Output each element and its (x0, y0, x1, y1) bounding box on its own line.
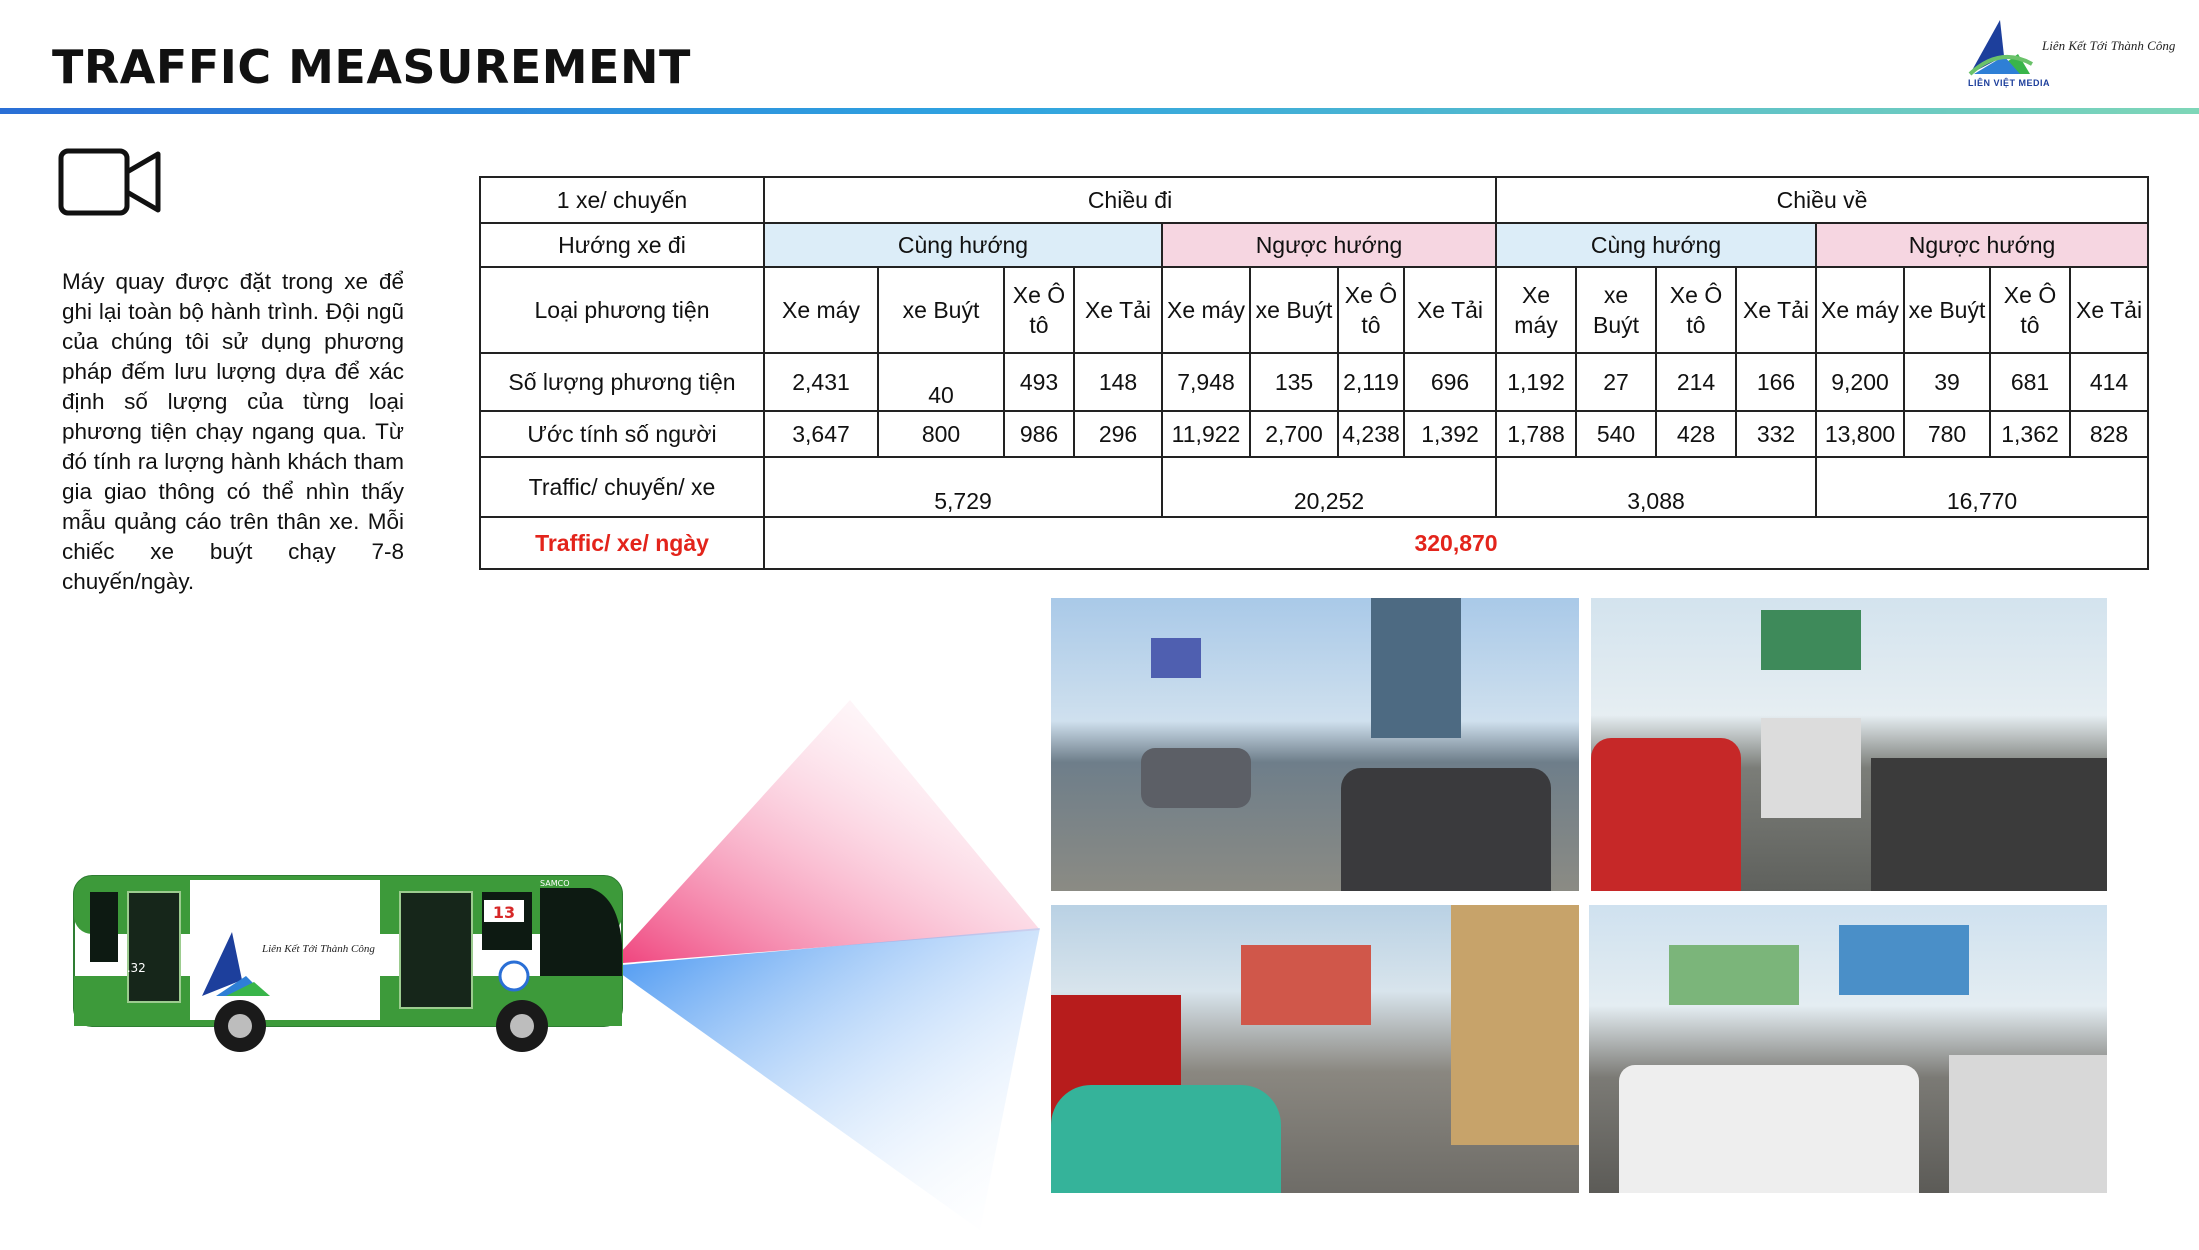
people-cell: 1,362 (1990, 411, 2070, 457)
pink-view-cone (610, 700, 1040, 964)
vehicle-type: xe Buýt (878, 267, 1004, 353)
people-cell: 780 (1904, 411, 1990, 457)
street-photo-1 (1051, 598, 1579, 891)
people-row-label: Ước tính số người (480, 411, 764, 457)
direction-return: Chiều về (1496, 177, 2148, 223)
people-cell: 4,238 (1338, 411, 1404, 457)
bus-ad-tagline: Liên Kết Tới Thành Công (262, 943, 375, 955)
count-cell: 2,119 (1338, 353, 1404, 411)
trip-row-label: Traffic/ chuyến/ xe (480, 457, 764, 517)
vehicle-type: xe Buýt (1904, 267, 1990, 353)
people-cell: 2,700 (1250, 411, 1338, 457)
vehicle-type: Xe Ô tô (1338, 267, 1404, 353)
people-cell: 1,788 (1496, 411, 1576, 457)
vehicle-type: Xe máy (764, 267, 878, 353)
count-cell: 7,948 (1162, 353, 1250, 411)
count-cell: 27 (1576, 353, 1656, 411)
bus-route-number: 13 (492, 903, 516, 922)
people-cell: 828 (2070, 411, 2148, 457)
vehicle-type: Xe Ô tô (1990, 267, 2070, 353)
count-cell: 681 (1990, 353, 2070, 411)
vehicle-row-label: Loại phương tiện (480, 267, 764, 353)
people-cell: 800 (878, 411, 1004, 457)
count-cell: 2,431 (764, 353, 878, 411)
street-photo-3 (1051, 905, 1579, 1193)
vehicle-type: Xe Ô tô (1004, 267, 1074, 353)
header-corner: 1 xe/ chuyến (480, 177, 764, 223)
brand-logo (1960, 16, 2190, 96)
bus-illustration (70, 866, 630, 1056)
people-cell: 11,922 (1162, 411, 1250, 457)
bus-operator: SAMCO (540, 879, 570, 888)
vehicle-type: Xe máy (1816, 267, 1904, 353)
trip-total-outbound-same: 5,729 (764, 457, 1162, 517)
count-cell: 166 (1736, 353, 1816, 411)
daily-traffic-row (480, 517, 2148, 569)
title-divider (0, 108, 2199, 114)
trip-total-outbound-opposite: 20,252 (1162, 457, 1496, 517)
people-cell: 332 (1736, 411, 1816, 457)
vehicle-type: Xe máy (1162, 267, 1250, 353)
count-cell: 135 (1250, 353, 1338, 411)
people-cell: 428 (1656, 411, 1736, 457)
street-photo-4 (1589, 905, 2107, 1193)
flow-outbound-opposite: Ngược hướng (1162, 223, 1496, 267)
people-cell: 3,647 (764, 411, 878, 457)
vehicle-type: Xe Tải (2070, 267, 2148, 353)
methodology-description: Máy quay được đặt trong xe để ghi lại toàn bộ hành trình. Đội ngũ của chúng tôi sử dụng phương pháp đếm lưu lượng dựa để xác định số lượng của từng loại phương tiện chạy ngang qua. Từ đó tính ra lượng hành khách tham gia giao thông có thể nhìn thấy mẫu quảng cáo trên thân xe. Mỗi chiếc xe buýt chạy 7-8 chuyến/ngày. (62, 268, 404, 594)
flow-outbound-same: Cùng hướng (764, 223, 1162, 267)
count-row-label: Số lượng phương tiện (480, 353, 764, 411)
count-cell: 148 (1074, 353, 1162, 411)
bus-plate: 51B-219.32 (76, 961, 146, 975)
trip-total-return-opposite: 16,770 (1816, 457, 2148, 517)
camera-view-cones (600, 690, 1060, 1250)
vehicle-type: Xe Tải (1404, 267, 1496, 353)
video-camera-icon (58, 148, 162, 216)
flow-return-opposite: Ngược hướng (1816, 223, 2148, 267)
flow-return-same: Cùng hướng (1496, 223, 1816, 267)
count-cell: 696 (1404, 353, 1496, 411)
direction-outbound: Chiều đi (764, 177, 1496, 223)
trip-total-return-same: 3,088 (1496, 457, 1816, 517)
people-cell: 296 (1074, 411, 1162, 457)
vehicle-header-row (480, 267, 2148, 353)
trip-traffic-row (480, 457, 2148, 517)
count-cell: 414 (2070, 353, 2148, 411)
vehicle-type: Xe Tải (1074, 267, 1162, 353)
logo-brand: LIÊN VIỆT MEDIA (1968, 78, 2051, 88)
flow-header-row (480, 223, 2148, 267)
lien-viet-logo-icon (1960, 16, 2040, 80)
vehicle-type: Xe Ô tô (1656, 267, 1736, 353)
street-photo-2 (1591, 598, 2107, 891)
logo-tagline: Liên Kết Tới Thành Công (2042, 38, 2176, 53)
page-title: TRAFFIC MEASUREMENT (52, 40, 691, 94)
count-cell: 9,200 (1816, 353, 1904, 411)
traffic-table (479, 176, 2149, 570)
count-cell: 39 (1904, 353, 1990, 411)
count-cell: 1,192 (1496, 353, 1576, 411)
direction-header-row (480, 177, 2148, 223)
vehicle-type: xe Buýt (1576, 267, 1656, 353)
people-cell: 986 (1004, 411, 1074, 457)
vehicle-count-row (480, 353, 2148, 411)
count-cell: 40 (878, 353, 1004, 411)
vehicle-type: xe Buýt (1250, 267, 1338, 353)
vehicle-type: Xe Tải (1736, 267, 1816, 353)
people-estimate-row (480, 411, 2148, 457)
day-row-label: Traffic/ xe/ ngày (480, 517, 764, 569)
day-total: 320,870 (764, 517, 2148, 569)
people-cell: 540 (1576, 411, 1656, 457)
flow-row-label: Hướng xe đi (480, 223, 764, 267)
blue-view-cone (610, 928, 1040, 1230)
people-cell: 1,392 (1404, 411, 1496, 457)
people-cell: 13,800 (1816, 411, 1904, 457)
count-cell: 493 (1004, 353, 1074, 411)
count-cell: 214 (1656, 353, 1736, 411)
vehicle-type: Xe máy (1496, 267, 1576, 353)
